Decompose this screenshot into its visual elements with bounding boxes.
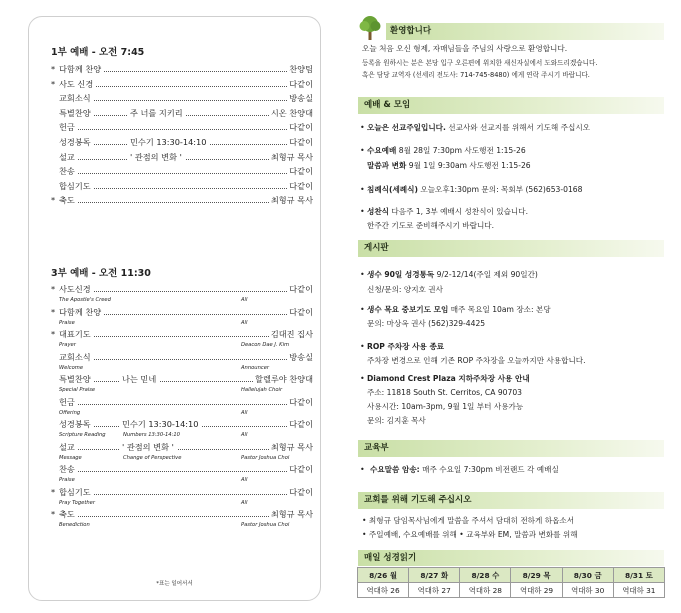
service3-order: [51, 283, 313, 531]
service1-row: [51, 120, 313, 135]
reading-table: [357, 567, 665, 598]
tree-logo-icon: [358, 14, 382, 42]
item-label: 대표기도: [59, 329, 91, 339]
dot-leader: [59, 173, 313, 174]
item-label: 특별찬양: [59, 374, 91, 384]
item-leader: 다같이: [287, 164, 313, 179]
dot-leader: [59, 188, 313, 189]
item-label: 합심기도: [59, 179, 93, 194]
item-label-english: Pray Together: [59, 499, 95, 506]
standing-marker: *: [51, 64, 56, 74]
service3-row: [51, 396, 313, 419]
reading-date: 8/28 수: [460, 568, 511, 583]
item-leader-english: All: [241, 319, 248, 326]
welcome-line-2: 등록을 원하시는 분은 본당 입구 오른편에 위치한 새신자실에서 도와드리겠습니다.: [362, 59, 598, 67]
service1-row: [51, 91, 313, 106]
item-leader: 시온 찬양대: [269, 106, 313, 121]
dot-leader: [59, 359, 313, 360]
reading-dates-row: [358, 568, 665, 583]
service1-order: [51, 62, 313, 208]
item-leader: 김대진 집사: [270, 329, 313, 339]
worship-item-communion-line2: 한주간 기도로 준비해주시기 바랍니다.: [367, 221, 495, 230]
worship-item-baptism: 침례식(세례식) 오늘오후1:30pm 문의: 목회부 (562)653-0168: [367, 185, 583, 194]
item-label-english: Scripture Reading: [59, 432, 106, 438]
service1-row: [51, 135, 313, 150]
item-label-english: Praise: [59, 477, 75, 483]
item-leader-english: Deacon Dae J. Kim: [241, 342, 290, 348]
item-detail: 민수기 13:30-14:10: [119, 418, 201, 430]
item-leader: 찬양팀: [287, 62, 313, 77]
item-label: 사도 신경: [59, 77, 95, 92]
item-label: 교회소식: [59, 351, 91, 362]
item-detail-english: Change of Perspective: [123, 454, 182, 461]
item-leader-english: All: [241, 297, 248, 303]
reading-date: 8/31 토: [613, 568, 664, 583]
welcome-line-1: 오늘 처음 오신 형제, 자매님들을 주님의 사랑으로 환영합니다.: [362, 44, 568, 53]
item-label-english: Offering: [59, 409, 81, 416]
education-heading: 교육부: [358, 440, 664, 457]
item-label: 헌금: [59, 396, 75, 407]
item-label: 설교: [59, 441, 75, 452]
notice-bible-reading-contact: 신청/문의: 양지호 권사: [367, 285, 443, 294]
reading-date: 8/26 월: [358, 568, 409, 583]
education-memorization: 수요말씀 암송: 매주 수요일 7:30pm 비전랜드 각 예배실: [370, 465, 559, 474]
standing-marker: *: [51, 284, 56, 294]
service3-row: [51, 351, 313, 374]
worship-item-wednesday: 수요예배 8월 28일 7:30pm 사도행전 1:15-26: [367, 146, 526, 155]
item-label-english: Welcome: [59, 364, 84, 371]
item-leader: 방송실: [289, 351, 313, 362]
reading-chapter: 역대하 28: [460, 583, 511, 598]
reading-chapter: 역대하 31: [613, 583, 664, 598]
item-label: 특별찬양: [59, 106, 93, 121]
reading-heading: 매일 성경읽기: [358, 550, 664, 566]
service1-row: [51, 77, 313, 92]
item-leader: 다같이: [287, 77, 313, 92]
item-leader-english: Announcer: [241, 364, 270, 371]
standing-marker: *: [51, 329, 56, 339]
prayer-item-1: • 최형규 담임목사님에게 말씀을 주셔서 담대히 전하게 하옵소서: [362, 516, 575, 525]
dot-leader: [59, 100, 313, 101]
item-leader: 다같이: [289, 419, 313, 429]
service3-row: [51, 283, 313, 306]
item-label: 다함께 찬양: [59, 62, 103, 77]
worship-item-word-change: 말씀과 변화 9월 1일 9:30am 사도행전 1:15-26: [367, 161, 531, 170]
dot-leader: [59, 404, 313, 405]
item-leader: 다같이: [287, 179, 313, 194]
item-leader: 최형규 목사: [269, 193, 313, 208]
worship-heading: 예배 & 모임: [358, 97, 664, 114]
item-detail: 나는 믿네: [119, 373, 159, 385]
reading-date: 8/30 금: [562, 568, 613, 583]
item-leader: 다같이: [289, 306, 313, 317]
service1-row: [51, 62, 313, 77]
dot-leader: [59, 494, 313, 495]
worship-item-communion: 성찬식 다음주 1, 3부 예배시 성찬식이 있습니다.: [367, 207, 529, 216]
standing-marker: *: [51, 509, 56, 519]
item-label: 교회소식: [59, 91, 93, 106]
item-leader: 최형규 목사: [270, 441, 313, 452]
order-of-worship-card: [28, 16, 321, 601]
dot-leader: [59, 129, 313, 130]
item-leader-english: Pastor Joshua Choi: [241, 522, 290, 528]
reading-date: 8/27 화: [409, 568, 460, 583]
service3-row: [51, 463, 313, 486]
item-leader: 다같이: [289, 284, 313, 294]
item-leader-english: All: [241, 477, 248, 483]
item-leader: 할렐루야 찬양대: [255, 374, 313, 384]
item-label-english: The Apostle's Creed: [59, 297, 111, 303]
item-leader: 다같이: [287, 135, 313, 150]
item-leader-english: Pastor Joshua Choi: [241, 454, 290, 461]
reading-chapters-row: [358, 583, 665, 598]
item-leader: 최형규 목사: [269, 150, 313, 165]
standing-marker: *: [51, 195, 56, 206]
service1-title: 1부 예배 - 오전 7:45: [51, 47, 145, 58]
notice-prayer-meeting-contact: 문의: 마상옥 권사 (562)329-4425: [367, 319, 486, 328]
item-leader-english: All: [241, 409, 248, 416]
standing-marker: *: [51, 486, 56, 497]
service1-row: [51, 179, 313, 194]
item-label-english: Message: [59, 454, 82, 461]
item-label: 찬송: [59, 164, 77, 179]
standing-marker: *: [51, 306, 56, 317]
service3-row: [51, 306, 313, 329]
item-detail: 민수기 13:30-14:10: [127, 135, 209, 150]
service1-row: [51, 193, 313, 208]
reading-chapter: 역대하 29: [511, 583, 562, 598]
item-leader: 다같이: [287, 120, 313, 135]
notice-prayer-meeting: 생수 목요 중보기도 모임 매주 목요일 10am 장소: 본당: [367, 305, 551, 314]
notice-rop-parking: ROP 주차장 사용 종료: [367, 342, 445, 351]
item-label: 축도: [59, 509, 75, 519]
notice-diamond-crest-address: 주소: 11818 South St. Cerritos, CA 90703: [367, 388, 522, 397]
prayer-heading: 교회를 위해 기도해 주십시오: [358, 492, 664, 509]
dot-leader: [59, 291, 313, 292]
service3-row: [51, 418, 313, 441]
item-label: 축도: [59, 193, 77, 208]
item-label-english: Praise: [59, 319, 75, 326]
dot-leader: [59, 86, 313, 87]
welcome-line-3: 혹은 담당 교역자 (선세리 전도사: 714-745-8480) 에게 연락 주시기 바랍니다.: [362, 71, 590, 79]
item-leader-english: Hallelujah Choir: [241, 387, 283, 393]
item-label-english: Special Praise: [59, 387, 96, 393]
item-leader: 다같이: [289, 396, 313, 407]
notice-heading: 게시판: [358, 240, 664, 257]
reading-chapter: 역대하 30: [562, 583, 613, 598]
service3-row: [51, 508, 313, 531]
item-detail-english: Numbers 13:30-14:10: [123, 432, 180, 438]
item-label-english: Prayer: [59, 342, 76, 348]
service1-row: [51, 106, 313, 121]
service3-title: 3부 예배 - 오전 11:30: [51, 268, 151, 279]
notice-diamond-crest-hours: 사용시간: 10am-3pm, 9월 1일 부터 사용가능: [367, 402, 524, 411]
item-label: 성경봉독: [59, 419, 91, 429]
item-label: 찬송: [59, 464, 75, 474]
item-leader-english: All: [241, 432, 248, 438]
item-label: 사도신경: [59, 284, 91, 294]
notice-diamond-crest-contact: 문의: 김지훈 목사: [367, 416, 426, 425]
service3-row: [51, 486, 313, 509]
item-leader: 최형규 목사: [270, 509, 313, 519]
item-label: 헌금: [59, 120, 77, 135]
service3-row: [51, 373, 313, 396]
item-label: 설교: [59, 150, 77, 165]
notice-diamond-crest: Diamond Crest Plaza 지하주차장 사용 안내: [367, 374, 530, 383]
service3-row: [51, 328, 313, 351]
worship-item-missions: 오늘은 선교주일입니다. 선교사와 선교지를 위해서 기도해 주십시오: [367, 123, 590, 132]
standing-footnote: *표는 일어서서: [156, 581, 193, 587]
item-leader: 다같이: [289, 464, 313, 474]
welcome-heading: 환영합니다: [386, 23, 664, 40]
service1-row: [51, 164, 313, 179]
reading-date: 8/29 목: [511, 568, 562, 583]
item-label: 합심기도: [59, 486, 91, 497]
item-label: 다함께 찬양: [59, 306, 102, 317]
service1-row: [51, 150, 313, 165]
item-label: 성경봉독: [59, 135, 93, 150]
prayer-item-2: • 주일예배, 수요예배를 위해 • 교육부와 EM, 말씀과 변화를 위해: [362, 530, 578, 539]
item-leader-english: All: [241, 499, 248, 506]
reading-chapter: 역대하 26: [358, 583, 409, 598]
standing-marker: *: [51, 78, 56, 89]
item-detail: ' 관점의 변화 ': [119, 441, 177, 453]
item-leader: 방송실: [287, 91, 313, 106]
item-detail: ' 관점의 변화 ': [127, 150, 185, 165]
item-detail: 주 너를 지키리: [127, 106, 186, 121]
reading-chapter: 역대하 27: [409, 583, 460, 598]
notice-bible-reading: 생수 90일 성경통독 9/2-12/14(주일 제외 90일간): [367, 270, 538, 279]
service3-row: [51, 441, 313, 464]
notice-rop-parking-detail: 주차장 변경으로 인해 기존 ROP 주차장을 오늘까지만 사용합니다.: [367, 356, 586, 365]
dot-leader: [59, 471, 313, 472]
item-leader: 다같이: [289, 486, 313, 497]
item-label-english: Benediction: [59, 522, 90, 528]
